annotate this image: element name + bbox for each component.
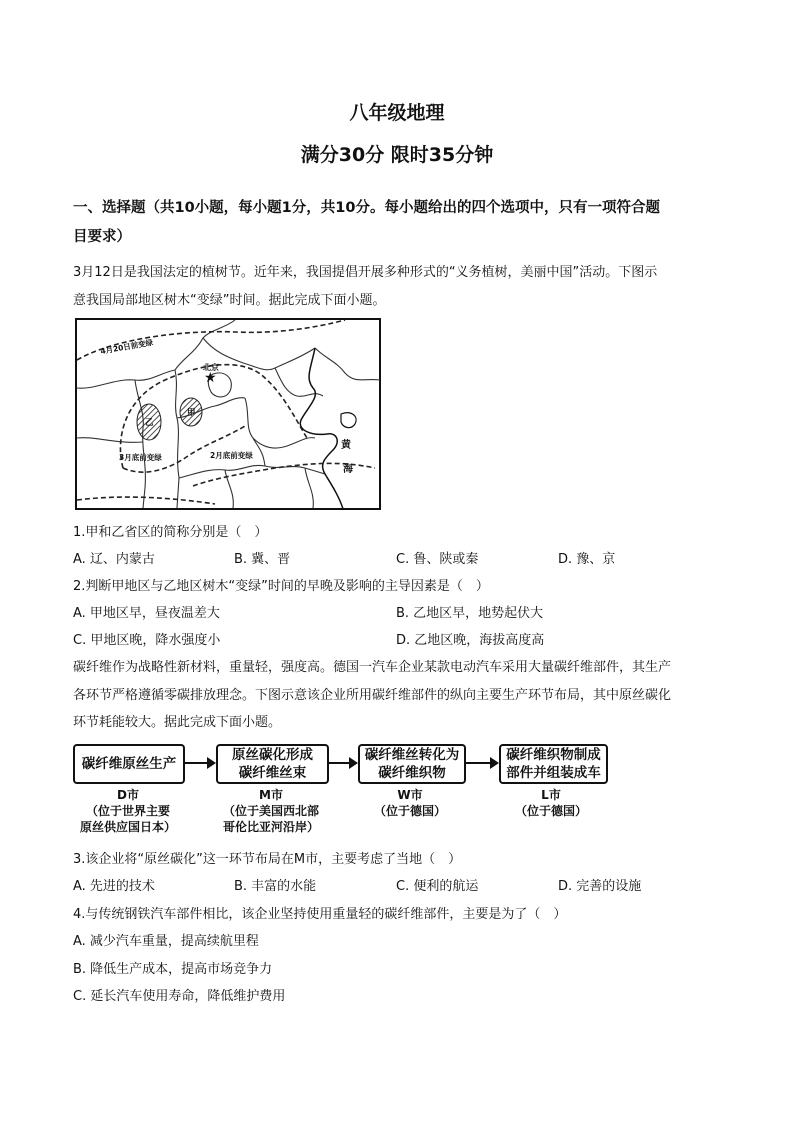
q4-stem: 4.与传统钢铁汽车部件相比，该企业坚持使用重量轻的碳纤维部件，主要是为了（ ） [73, 907, 567, 922]
q1-option-d[interactable]: D. 豫、京 [558, 552, 616, 567]
caption-d-line1: D市 [117, 788, 139, 802]
caption-l-line2: （位于德国） [514, 804, 587, 818]
section-heading-line1: 一、选择题（共10小题，每小题1分，共10分。每小题给出的四个选项中，只有一项符合题 [73, 200, 660, 216]
flow-caption-l [491, 787, 611, 819]
flow-box3-line1: 碳纤维丝转化为 [364, 747, 460, 763]
label-jia: 甲 [187, 408, 196, 418]
page-title: 八年级地理 [349, 102, 445, 124]
passage2-line2: 各环节严格遵循零碳排放理念。下图示意该企业所用碳纤维部件的纵向主要生产环节布局，其中原丝碳化 [73, 688, 672, 703]
label-apr20: 4月20日前变绿 [99, 337, 154, 356]
capital-star-icon: ★ [204, 370, 217, 386]
passage2-line1: 碳纤维作为战略性新材料，重量轻，强度高。德国一汽车企业某款电动汽车采用大量碳纤维部件，其生产 [73, 660, 672, 675]
label-yellow-sea-2: 海 [343, 464, 353, 475]
q2-option-a[interactable]: A. 甲地区早，昼夜温差大 [73, 606, 220, 621]
q2-option-c[interactable]: C. 甲地区晚，降水强度小 [73, 633, 221, 648]
tree-greening-map [75, 318, 381, 510]
page-subtitle: 满分30分 限时35分钟 [300, 144, 494, 166]
flow-box4-line1: 碳纤维织物制成 [506, 747, 601, 763]
flow-box1-text: 碳纤维原丝生产 [81, 756, 177, 772]
caption-m-line2: （位于美国西北部 [222, 804, 319, 818]
flow-box3-line2: 碳纤维织物 [378, 765, 446, 781]
q4-option-b[interactable]: B. 降低生产成本，提高市场竞争力 [73, 962, 273, 977]
caption-d-line2: （位于世界主要 [85, 804, 170, 818]
flow-caption-m [205, 787, 337, 835]
q2-stem: 2.判断甲地区与乙地区树木“变绿”时间的早晚及影响的主导因素是（ ） [73, 579, 489, 594]
q1-option-a[interactable]: A. 辽、内蒙古 [73, 552, 155, 567]
q1-stem: 1.甲和乙省区的简称分别是（ ） [73, 525, 268, 540]
label-feb-end: 2月底前变绿 [210, 451, 253, 460]
caption-l-line1: L市 [541, 788, 561, 802]
q3-stem: 3.该企业将“原丝碳化”这一环节布局在M市，主要考虑了当地（ ） [73, 852, 462, 867]
section-heading-line2: 目要求） [73, 229, 131, 245]
q2-option-b[interactable]: B. 乙地区早，地势起伏大 [396, 606, 544, 621]
flow-caption-d [62, 787, 194, 835]
passage1-line1: 3月12日是我国法定的植树节。近年来，我国提倡开展多种形式的“义务植树，美丽中国”活动。下图示 [73, 265, 658, 280]
flow-arrow-2 [328, 762, 356, 764]
flow-caption-w [350, 787, 470, 819]
label-beijing: 北京 [203, 363, 219, 372]
caption-m-line3: 哥伦比亚河沿岸） [222, 820, 319, 834]
flow-box-carbonization [216, 744, 329, 784]
label-yellow-sea-1: 黄 [341, 440, 351, 451]
flow-box4-line2: 部件并组装成车 [506, 765, 601, 781]
label-mar-end: 3月底前变绿 [119, 453, 162, 462]
passage2-line3: 环节耗能较大。据此完成下面小题。 [73, 715, 282, 730]
flow-box-weaving [358, 744, 466, 784]
flow-box2-line2: 碳纤维丝束 [238, 765, 307, 781]
flow-box-fiber-production [73, 744, 185, 784]
q4-option-c[interactable]: C. 延长汽车使用寿命，降低维护费用 [73, 989, 286, 1004]
label-yi: 乙 [145, 418, 154, 428]
caption-w-line2: （位于德国） [373, 804, 446, 818]
q3-option-a[interactable]: A. 先进的技术 [73, 879, 155, 894]
q4-option-a[interactable]: A. 减少汽车重量，提高续航里程 [73, 934, 259, 949]
q3-option-d[interactable]: D. 完善的设施 [558, 879, 642, 894]
q1-option-c[interactable]: C. 鲁、陕或秦 [396, 552, 479, 567]
q2-option-d[interactable]: D. 乙地区晚，海拔高度高 [396, 633, 545, 648]
q1-option-b[interactable]: B. 冀、晋 [234, 552, 291, 567]
q3-option-b[interactable]: B. 丰富的水能 [234, 879, 317, 894]
flow-arrow-3 [465, 762, 497, 764]
flow-box2-line1: 原丝碳化形成 [232, 747, 313, 763]
caption-m-line1: M市 [259, 788, 283, 802]
flow-arrow-1 [184, 762, 214, 764]
flow-box-assembly [499, 744, 608, 784]
caption-w-line1: W市 [397, 788, 423, 802]
caption-d-line3: 原丝供应国日本） [79, 820, 176, 834]
passage1-line2: 意我国局部地区树木“变绿”时间。据此完成下面小题。 [73, 293, 386, 308]
q3-option-c[interactable]: C. 便利的航运 [396, 879, 479, 894]
